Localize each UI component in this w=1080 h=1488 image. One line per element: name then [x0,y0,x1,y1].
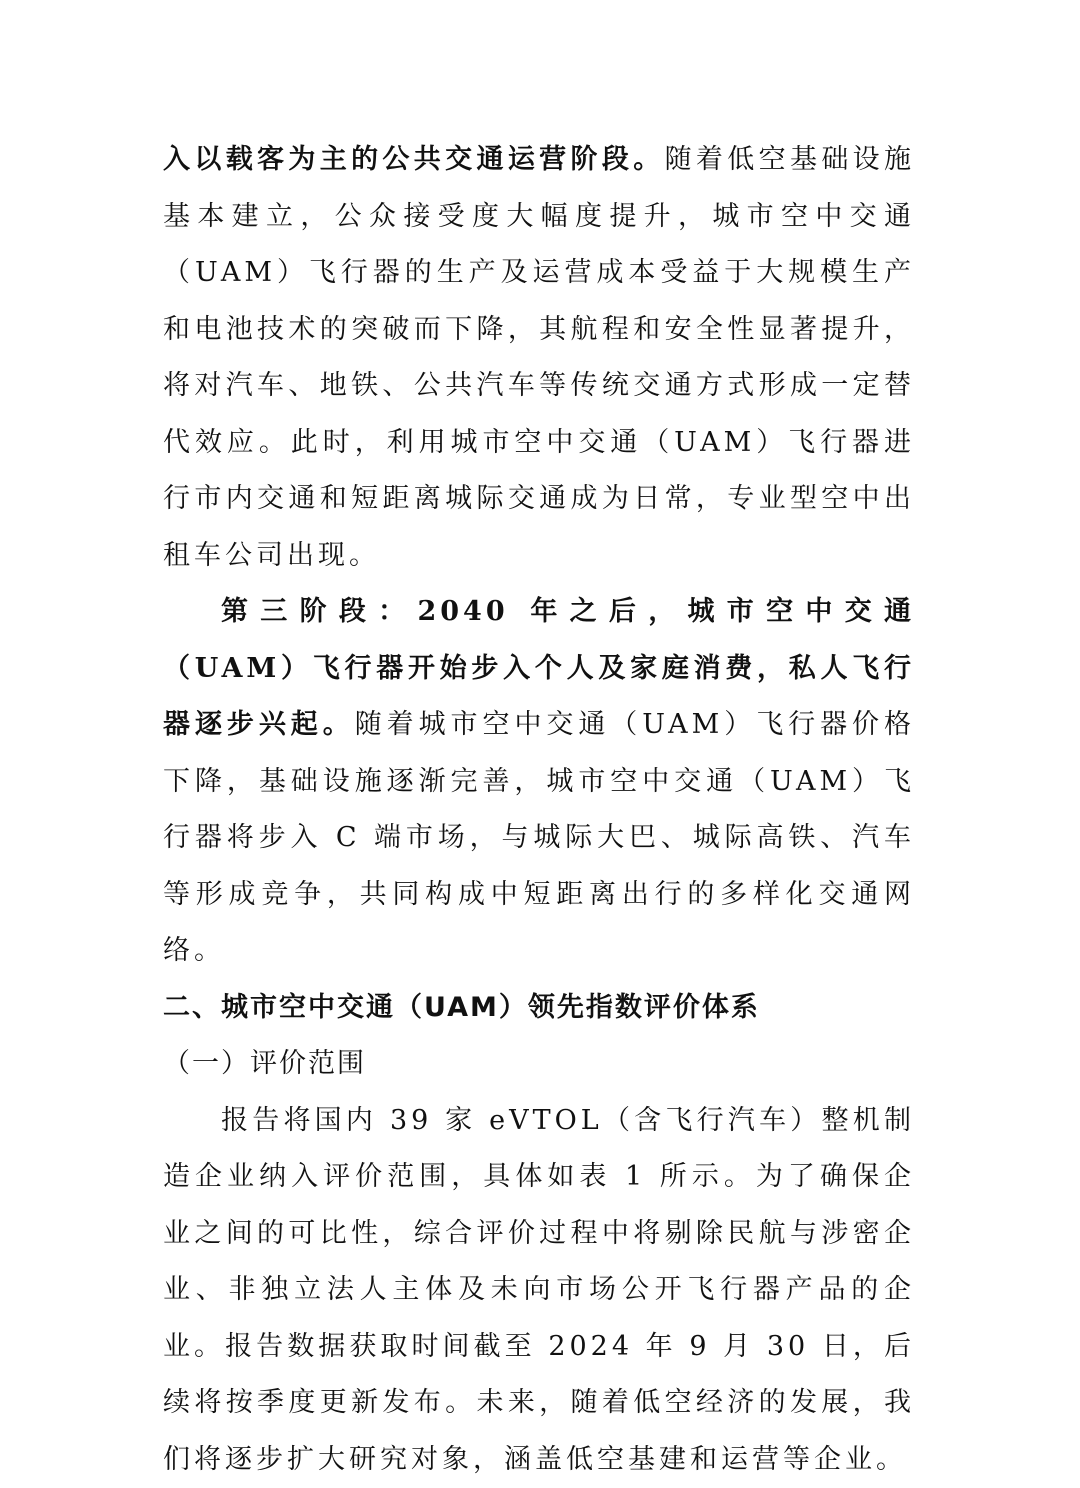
paragraph-evaluation-scope [163,1093,915,1488]
paragraph-bold-lead: 入以载客为主的公共交通运营阶段。 [163,144,665,175]
paragraph-stage-two-continued [163,132,915,584]
paragraph-bold-lead: 第三阶段：2040 年之后，城市空中交通（UAM）飞行器开始步入个人及家庭消费，私人飞行器逐步兴起。 [163,596,915,740]
paragraph-text: 报告将国内 39 家 eVTOL（含飞行汽车）整机制造企业纳入评价范围，具体如表 1 所示。为了确保企业之间的可比性，综合评价过程中将剔除民航与涉密企业、非独立法人主体及未向市场公开飞行器产品的企业。报告数据获取时间截至 2024 年 9 月 30 日，后续将按季度更新发布。未来，随着低空经济的发展，我们将逐步扩大研究对象，涵盖低空基建和运营等企业。 [163,1105,915,1475]
section-heading: 二、城市空中交通（UAM）领先指数评价体系 [163,980,915,1037]
subsection-heading: （一）评价范围 [163,1036,915,1093]
paragraph-text: 随着低空基础设施基本建立，公众接受度大幅度提升，城市空中交通（UAM）飞行器的生产及运营成本受益于大规模生产和电池技术的突破而下降，其航程和安全性显著提升，将对汽车、地铁、公共汽车等传统交通方式形成一定替代效应。此时，利用城市空中交通（UAM）飞行器进行市内交通和短距离城际交通成为日常，专业型空中出租车公司出现。 [163,144,915,571]
paragraph-text: 随着城市空中交通（UAM）飞行器价格下降，基础设施逐渐完善，城市空中交通（UAM）飞行器将步入 C 端市场，与城际大巴、城际高铁、汽车等形成竞争，共同构成中短距离出行的多样化交通网络。 [163,709,915,966]
document-body [163,132,915,1488]
paragraph-stage-three [163,584,915,980]
